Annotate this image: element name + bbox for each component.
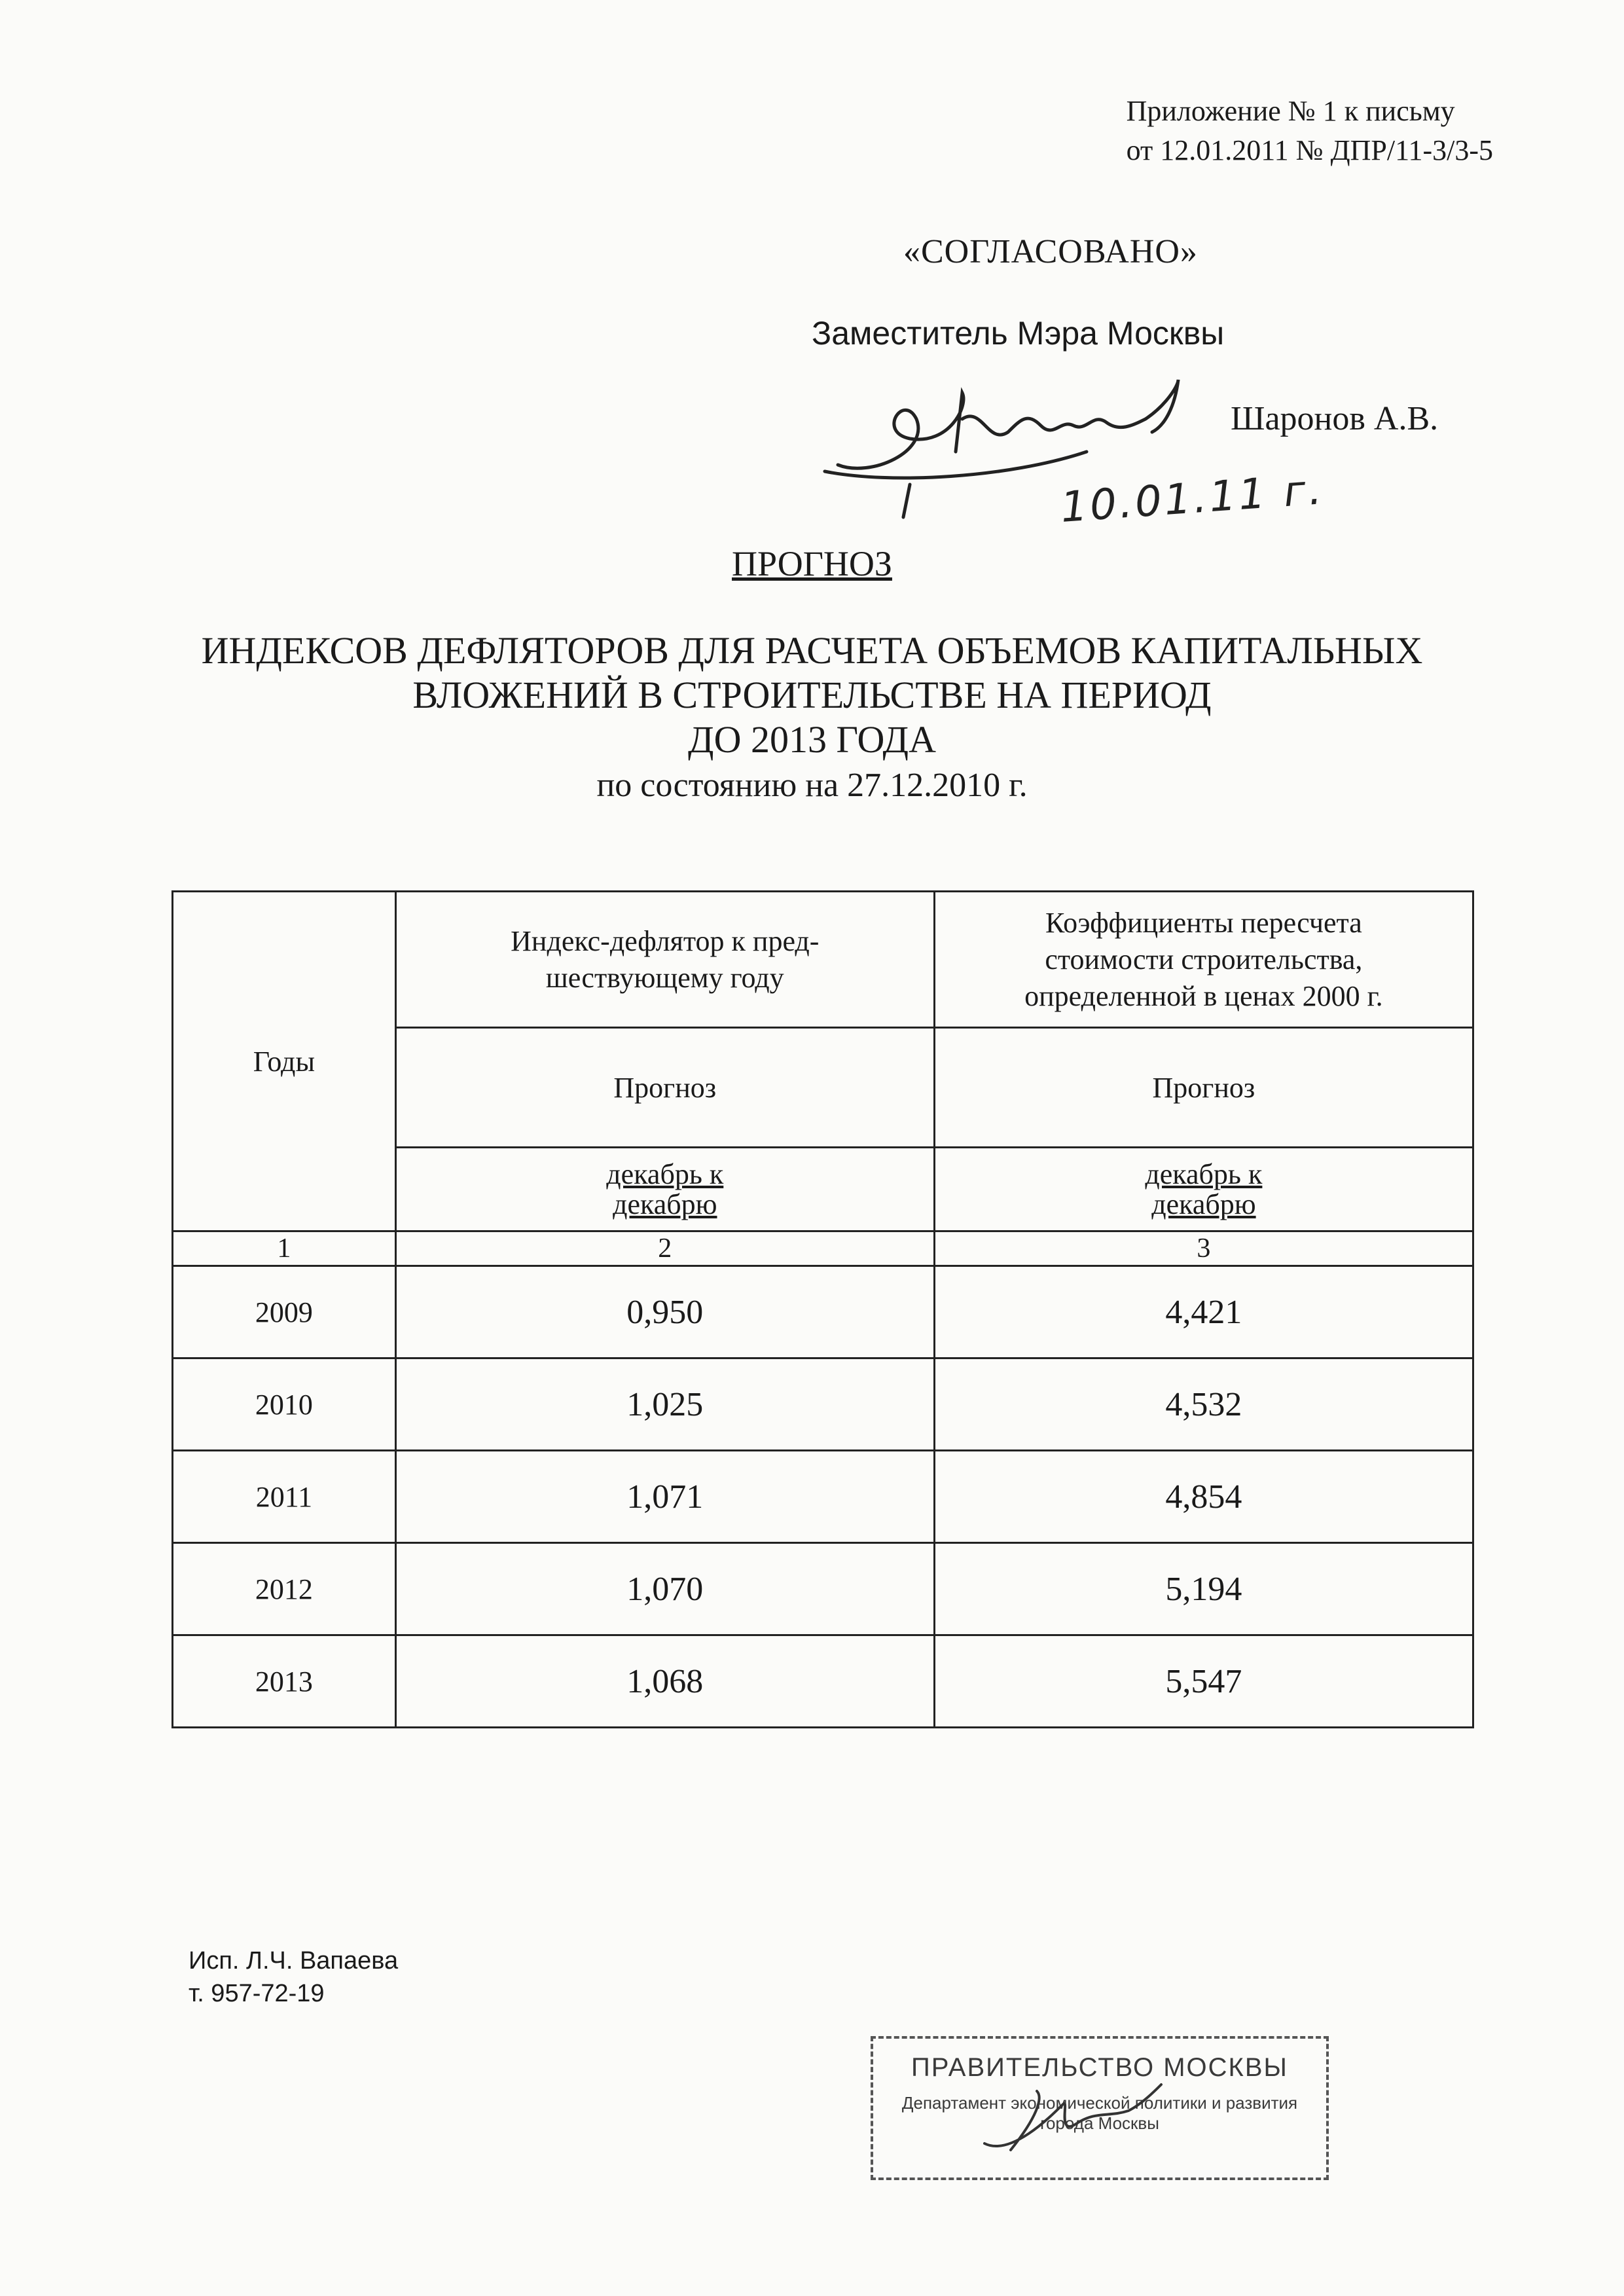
header-coefficient — [934, 892, 1473, 1028]
appendix-line2: от 12.01.2011 № ДПР/11-3/3-5 — [1126, 134, 1493, 166]
title-line3: ДО 2013 ГОДА — [688, 718, 936, 761]
year-cell: 2010 — [173, 1358, 396, 1451]
year-cell: 2012 — [173, 1543, 396, 1635]
table-row — [173, 1266, 1473, 1358]
title-line1: ИНДЕКСОВ ДЕФЛЯТОРОВ ДЛЯ РАСЧЕТА ОБЪЕМОВ КАПИТАЛЬНЫХ — [201, 629, 1423, 672]
title-line2: ВЛОЖЕНИЙ В СТРОИТЕЛЬСТВЕ НА ПЕРИОД — [412, 674, 1212, 716]
forecast-label-col2: Прогноз — [395, 1028, 934, 1148]
stamp-line2: Департамент экономической политики и развития города Москвы — [901, 2093, 1298, 2133]
deflator-cell: 1,068 — [395, 1635, 934, 1728]
handwritten-date: 10.01.11 г. — [1058, 465, 1326, 532]
table-row — [173, 1358, 1473, 1451]
executor-name: Исп. Л.Ч. Вапаева — [189, 1947, 399, 1975]
executor-phone: т. 957-72-19 — [189, 1980, 325, 2007]
period-label-col2 — [395, 1148, 934, 1231]
coefficient-cell: 4,421 — [934, 1266, 1473, 1358]
header-coefficient-l2: стоимости строительства, — [1045, 943, 1363, 975]
appendix-line1: Приложение № 1 к письму — [1126, 95, 1455, 127]
period-l1: декабрь к — [1145, 1157, 1263, 1190]
table-row — [173, 1543, 1473, 1635]
coefficient-cell: 5,194 — [934, 1543, 1473, 1635]
deflator-cell: 1,071 — [395, 1451, 934, 1543]
forecast-label-col3: Прогноз — [934, 1028, 1473, 1148]
approval-stamp-text: «СОГЛАСОВАНО» — [903, 233, 1198, 270]
coefficient-cell: 4,532 — [934, 1358, 1473, 1451]
deflator-cell: 0,950 — [395, 1266, 934, 1358]
document-subtitle: по состоянию на 27.12.2010 г. — [596, 767, 1028, 804]
government-stamp — [871, 2036, 1329, 2180]
coefficient-cell: 5,547 — [934, 1635, 1473, 1728]
deflator-cell: 1,070 — [395, 1543, 934, 1635]
coefficient-cell: 4,854 — [934, 1451, 1473, 1543]
header-deflator-l1: Индекс-дефлятор к пред- — [511, 924, 820, 957]
period-l2: декабрю — [613, 1188, 717, 1220]
col-number-1: 1 — [173, 1231, 396, 1266]
stamp-line1: ПРАВИТЕЛЬСТВО МОСКВЫ — [911, 2053, 1288, 2082]
signer-name: Шаронов А.В. — [1231, 400, 1439, 437]
header-years: Годы — [173, 892, 396, 1231]
approver-position: Заместитель Мэра Москвы — [812, 315, 1225, 352]
header-deflator-l2: шествующему году — [545, 961, 784, 994]
document-title — [0, 629, 1624, 762]
deflator-cell: 1,025 — [395, 1358, 934, 1451]
appendix-reference — [1127, 92, 1493, 170]
deflator-table — [171, 890, 1474, 1728]
header-coefficient-l1: Коэффициенты пересчета — [1045, 906, 1362, 939]
table-row — [173, 1635, 1473, 1728]
header-deflator — [395, 892, 934, 1028]
stamp-signature — [971, 2078, 1168, 2163]
period-label-col3 — [934, 1148, 1473, 1231]
period-l2: декабрю — [1151, 1188, 1256, 1220]
period-l1: декабрь к — [606, 1157, 724, 1190]
table-row — [173, 1451, 1473, 1543]
year-cell: 2013 — [173, 1635, 396, 1728]
year-cell: 2011 — [173, 1451, 396, 1543]
executor-info — [189, 1944, 398, 2010]
header-coefficient-l3: определенной в ценах 2000 г. — [1024, 979, 1383, 1012]
col-number-3: 3 — [934, 1231, 1473, 1266]
year-cell: 2009 — [173, 1266, 396, 1358]
col-number-2: 2 — [395, 1231, 934, 1266]
forecast-heading: ПРОГНОЗ — [732, 544, 892, 583]
